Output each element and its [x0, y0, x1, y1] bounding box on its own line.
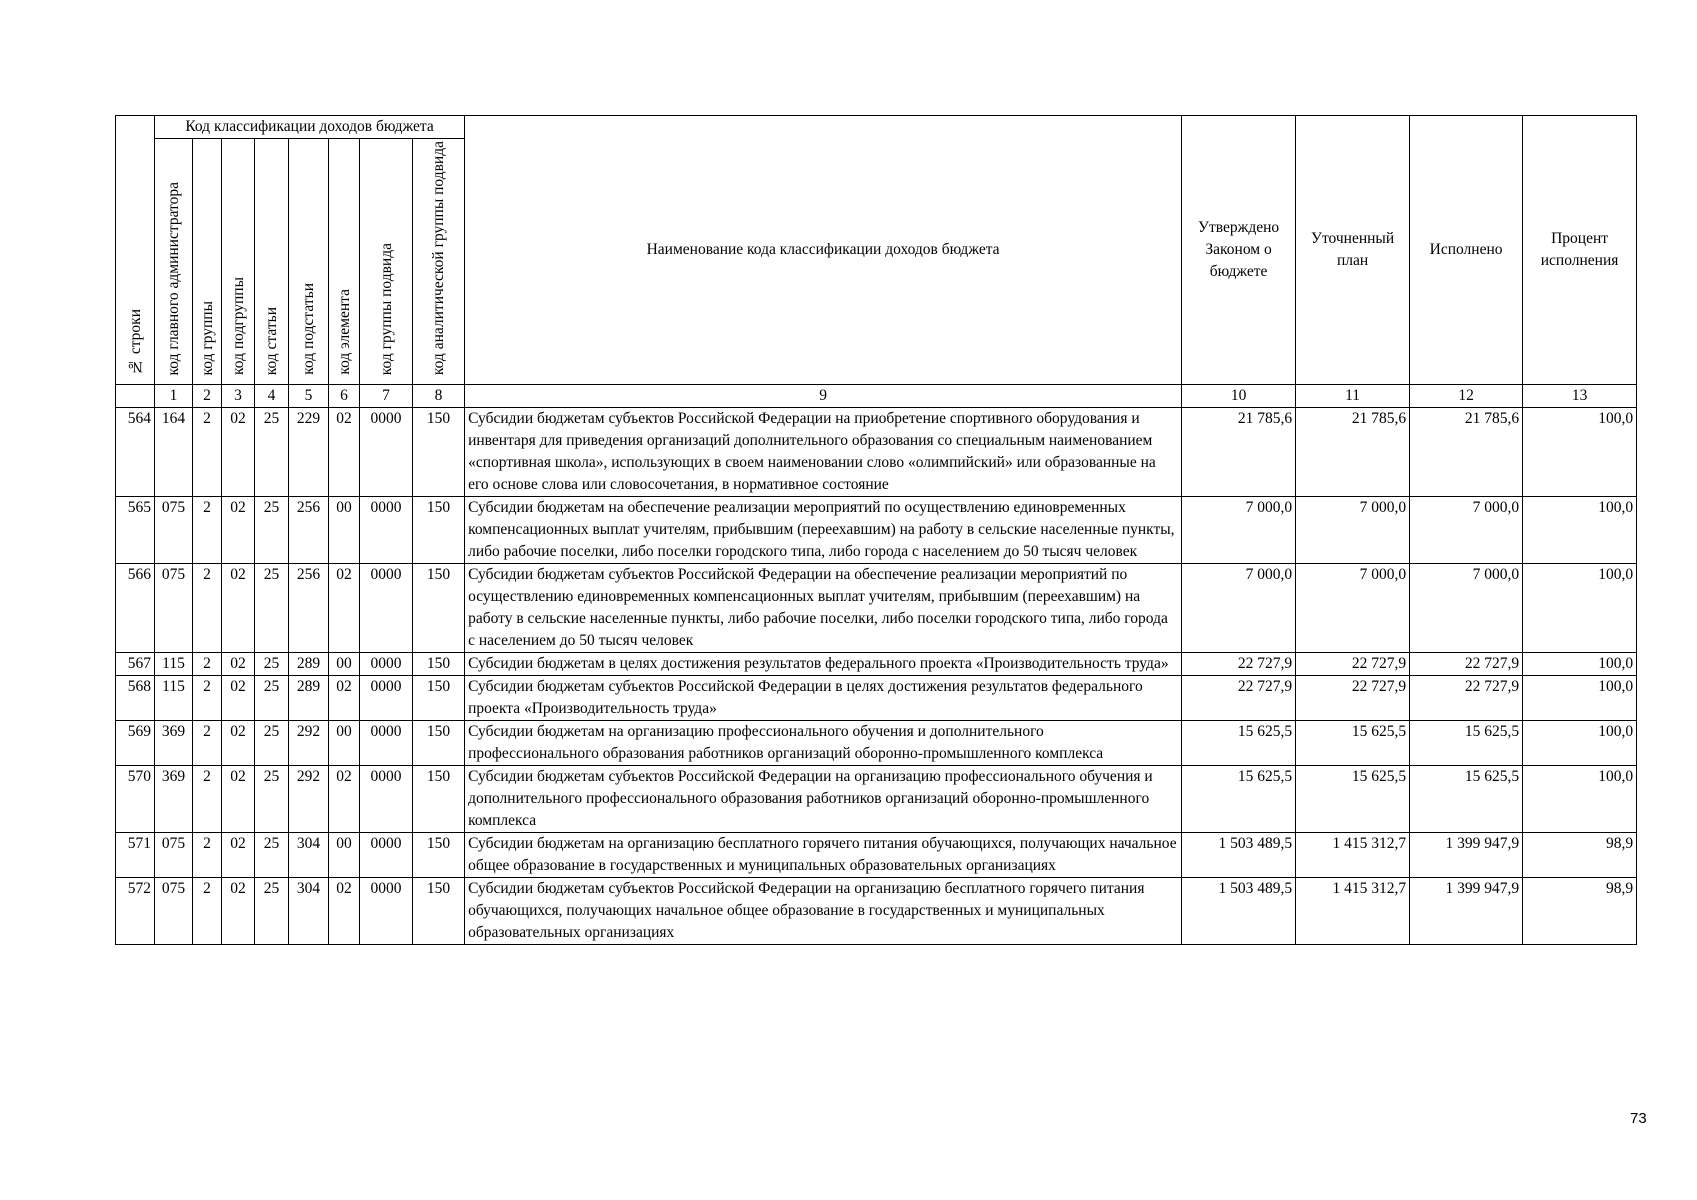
code-subarticle-cell: 292: [289, 721, 329, 766]
column-number-blank: [116, 385, 155, 408]
table-row: [116, 676, 1637, 721]
name-cell: Субсидии бюджетам в целях достижения результатов федерального проекта «Производительность труда»: [465, 653, 1182, 676]
percent-cell: 100,0: [1523, 564, 1637, 653]
executed-cell: 7 000,0: [1410, 564, 1523, 653]
code-group-cell: 2: [193, 676, 222, 721]
code-admin-cell: 075: [155, 564, 193, 653]
code-group-cell: 2: [193, 653, 222, 676]
refined-cell: 22 727,9: [1296, 676, 1410, 721]
code-subgroup-cell: 02: [222, 564, 255, 653]
row-number-cell: 570: [116, 766, 155, 833]
code-subarticle-cell: 256: [289, 564, 329, 653]
executed-cell: 22 727,9: [1410, 676, 1523, 721]
code-subtype-group-cell: 0000: [360, 833, 413, 878]
code-analytic-group-cell: 150: [413, 564, 465, 653]
approved-cell: 7 000,0: [1182, 497, 1296, 564]
column-number: 2: [193, 385, 222, 408]
header-code-subtype-group: код группы подвида: [360, 139, 413, 385]
refined-cell: 15 625,5: [1296, 721, 1410, 766]
name-cell: Субсидии бюджетам субъектов Российской Федерации на организацию профессионального обучения и дополнительного профессионального образования работников организаций оборонно-промышленного комплекса: [465, 766, 1182, 833]
refined-cell: 22 727,9: [1296, 653, 1410, 676]
executed-cell: 1 399 947,9: [1410, 878, 1523, 945]
code-group-cell: 2: [193, 408, 222, 497]
executed-cell: 21 785,6: [1410, 408, 1523, 497]
approved-cell: 15 625,5: [1182, 766, 1296, 833]
code-article-cell: 25: [255, 766, 289, 833]
name-cell: Субсидии бюджетам субъектов Российской Федерации на организацию бесплатного горячего питания обучающихся, получающих начальное общее образование в государственных и муниципальных образовательных организациях: [465, 878, 1182, 945]
code-admin-cell: 115: [155, 676, 193, 721]
approved-cell: 22 727,9: [1182, 653, 1296, 676]
code-subarticle-cell: 289: [289, 653, 329, 676]
table-row: [116, 653, 1637, 676]
code-analytic-group-cell: 150: [413, 833, 465, 878]
table-row: [116, 408, 1637, 497]
code-element-cell: 00: [329, 833, 360, 878]
code-admin-cell: 369: [155, 766, 193, 833]
table-row: [116, 564, 1637, 653]
column-number: 13: [1523, 385, 1637, 408]
refined-cell: 7 000,0: [1296, 497, 1410, 564]
code-element-cell: 02: [329, 564, 360, 653]
code-subtype-group-cell: 0000: [360, 497, 413, 564]
code-group-cell: 2: [193, 766, 222, 833]
code-analytic-group-cell: 150: [413, 408, 465, 497]
header-code-admin: код главного администратора: [155, 139, 193, 385]
executed-cell: 15 625,5: [1410, 721, 1523, 766]
approved-cell: 1 503 489,5: [1182, 833, 1296, 878]
refined-cell: 15 625,5: [1296, 766, 1410, 833]
code-subgroup-cell: 02: [222, 833, 255, 878]
code-subarticle-cell: 256: [289, 497, 329, 564]
column-number: 11: [1296, 385, 1410, 408]
column-number: 3: [222, 385, 255, 408]
table-row: [116, 878, 1637, 945]
code-article-cell: 25: [255, 833, 289, 878]
executed-cell: 7 000,0: [1410, 497, 1523, 564]
code-element-cell: 00: [329, 721, 360, 766]
column-number: 6: [329, 385, 360, 408]
code-subtype-group-cell: 0000: [360, 653, 413, 676]
refined-cell: 1 415 312,7: [1296, 833, 1410, 878]
code-subarticle-cell: 229: [289, 408, 329, 497]
approved-cell: 15 625,5: [1182, 721, 1296, 766]
code-article-cell: 25: [255, 653, 289, 676]
refined-cell: 21 785,6: [1296, 408, 1410, 497]
percent-cell: 100,0: [1523, 653, 1637, 676]
percent-cell: 98,9: [1523, 833, 1637, 878]
table-row: [116, 497, 1637, 564]
executed-cell: 22 727,9: [1410, 653, 1523, 676]
row-number-cell: 571: [116, 833, 155, 878]
row-number-cell: 567: [116, 653, 155, 676]
executed-cell: 15 625,5: [1410, 766, 1523, 833]
code-admin-cell: 075: [155, 878, 193, 945]
header-executed: Исполнено: [1410, 116, 1523, 385]
percent-cell: 100,0: [1523, 497, 1637, 564]
column-number: 9: [465, 385, 1182, 408]
percent-cell: 100,0: [1523, 721, 1637, 766]
budget-revenue-table: [115, 115, 1637, 945]
approved-cell: 22 727,9: [1182, 676, 1296, 721]
name-cell: Субсидии бюджетам на организацию профессионального обучения и дополнительного профессионального образования работников организаций оборонно-промышленного комплекса: [465, 721, 1182, 766]
table-row: [116, 721, 1637, 766]
code-group-cell: 2: [193, 833, 222, 878]
code-subgroup-cell: 02: [222, 676, 255, 721]
code-admin-cell: 369: [155, 721, 193, 766]
code-subarticle-cell: 304: [289, 833, 329, 878]
name-cell: Субсидии бюджетам субъектов Российской Федерации на приобретение спортивного оборудования и инвентаря для приведения организаций дополнительного образования со специальным наименованием «спортивная школа», использующих в своем наименовании слово «олимпийский» или образованные на его основе слова или словосочетания, в нормативное состояние: [465, 408, 1182, 497]
code-element-cell: 02: [329, 408, 360, 497]
code-element-cell: 00: [329, 653, 360, 676]
header-code-group: код группы: [193, 139, 222, 385]
approved-cell: 1 503 489,5: [1182, 878, 1296, 945]
code-analytic-group-cell: 150: [413, 721, 465, 766]
code-article-cell: 25: [255, 676, 289, 721]
code-subgroup-cell: 02: [222, 408, 255, 497]
code-subgroup-cell: 02: [222, 766, 255, 833]
code-article-cell: 25: [255, 497, 289, 564]
header-name: Наименование кода классификации доходов бюджета: [465, 116, 1182, 385]
code-article-cell: 25: [255, 878, 289, 945]
code-element-cell: 00: [329, 497, 360, 564]
table-row: [116, 833, 1637, 878]
code-admin-cell: 075: [155, 497, 193, 564]
code-subtype-group-cell: 0000: [360, 676, 413, 721]
code-subgroup-cell: 02: [222, 721, 255, 766]
header-percent: Процент исполнения: [1523, 116, 1637, 385]
column-number: 12: [1410, 385, 1523, 408]
code-admin-cell: 115: [155, 653, 193, 676]
refined-cell: 7 000,0: [1296, 564, 1410, 653]
code-group-cell: 2: [193, 497, 222, 564]
column-number: 8: [413, 385, 465, 408]
code-article-cell: 25: [255, 564, 289, 653]
code-subtype-group-cell: 0000: [360, 766, 413, 833]
approved-cell: 7 000,0: [1182, 564, 1296, 653]
code-subarticle-cell: 289: [289, 676, 329, 721]
header-code-article: код статьи: [255, 139, 289, 385]
code-analytic-group-cell: 150: [413, 766, 465, 833]
column-number: 10: [1182, 385, 1296, 408]
header-code-element: код элемента: [329, 139, 360, 385]
name-cell: Субсидии бюджетам субъектов Российской Федерации на обеспечение реализации мероприятий по осуществлению единовременных компенсационных выплат учителям, прибывшим (переехавшим) на работу в сельские населенные пункты, либо рабочие поселки, либо поселки городского типа, либо города с населением до 50 тысяч человек: [465, 564, 1182, 653]
percent-cell: 98,9: [1523, 878, 1637, 945]
name-cell: Субсидии бюджетам на организацию бесплатного горячего питания обучающихся, получающих начальное общее образование в государственных и муниципальных образовательных организациях: [465, 833, 1182, 878]
code-element-cell: 02: [329, 676, 360, 721]
code-analytic-group-cell: 150: [413, 497, 465, 564]
row-number-cell: 569: [116, 721, 155, 766]
approved-cell: 21 785,6: [1182, 408, 1296, 497]
code-subtype-group-cell: 0000: [360, 721, 413, 766]
code-analytic-group-cell: 150: [413, 676, 465, 721]
column-number: 1: [155, 385, 193, 408]
code-article-cell: 25: [255, 408, 289, 497]
code-admin-cell: 164: [155, 408, 193, 497]
name-cell: Субсидии бюджетам на обеспечение реализации мероприятий по осуществлению единовременных компенсационных выплат учителям, прибывшим (переехавшим) на работу в сельские населенные пункты, либо рабочие поселки, либо поселки городского типа, либо города с населением до 50 тысяч человек: [465, 497, 1182, 564]
code-group-cell: 2: [193, 878, 222, 945]
percent-cell: 100,0: [1523, 766, 1637, 833]
header-code-subarticle: код подстатьи: [289, 139, 329, 385]
header-refined: Уточненный план: [1296, 116, 1410, 385]
row-number-cell: 568: [116, 676, 155, 721]
code-subarticle-cell: 304: [289, 878, 329, 945]
code-subtype-group-cell: 0000: [360, 878, 413, 945]
table-row: [116, 766, 1637, 833]
header-classification-group: Код классификации доходов бюджета: [155, 116, 465, 139]
percent-cell: 100,0: [1523, 676, 1637, 721]
header-code-subgroup: код подгруппы: [222, 139, 255, 385]
row-number-cell: 566: [116, 564, 155, 653]
header-code-analytic-group: код аналитической группы подвида: [413, 139, 465, 385]
code-article-cell: 25: [255, 721, 289, 766]
header-row-group: [116, 116, 1637, 139]
code-element-cell: 02: [329, 766, 360, 833]
header-approved: Утверждено Законом о бюджете: [1182, 116, 1296, 385]
code-subtype-group-cell: 0000: [360, 408, 413, 497]
code-element-cell: 02: [329, 878, 360, 945]
code-subgroup-cell: 02: [222, 497, 255, 564]
column-number: 4: [255, 385, 289, 408]
column-number: 7: [360, 385, 413, 408]
column-number: 5: [289, 385, 329, 408]
row-number-cell: 565: [116, 497, 155, 564]
percent-cell: 100,0: [1523, 408, 1637, 497]
code-analytic-group-cell: 150: [413, 878, 465, 945]
executed-cell: 1 399 947,9: [1410, 833, 1523, 878]
code-group-cell: 2: [193, 564, 222, 653]
column-number-row: [116, 385, 1637, 408]
code-group-cell: 2: [193, 721, 222, 766]
row-number-cell: 572: [116, 878, 155, 945]
code-subgroup-cell: 02: [222, 878, 255, 945]
row-number-cell: 564: [116, 408, 155, 497]
code-subtype-group-cell: 0000: [360, 564, 413, 653]
refined-cell: 1 415 312,7: [1296, 878, 1410, 945]
code-admin-cell: 075: [155, 833, 193, 878]
table-body: [116, 408, 1637, 945]
header-row-number: № строки: [116, 116, 155, 385]
name-cell: Субсидии бюджетам субъектов Российской Федерации в целях достижения результатов федерального проекта «Производительность труда»: [465, 676, 1182, 721]
code-subarticle-cell: 292: [289, 766, 329, 833]
code-analytic-group-cell: 150: [413, 653, 465, 676]
code-subgroup-cell: 02: [222, 653, 255, 676]
page-number: 73: [1630, 1110, 1647, 1127]
